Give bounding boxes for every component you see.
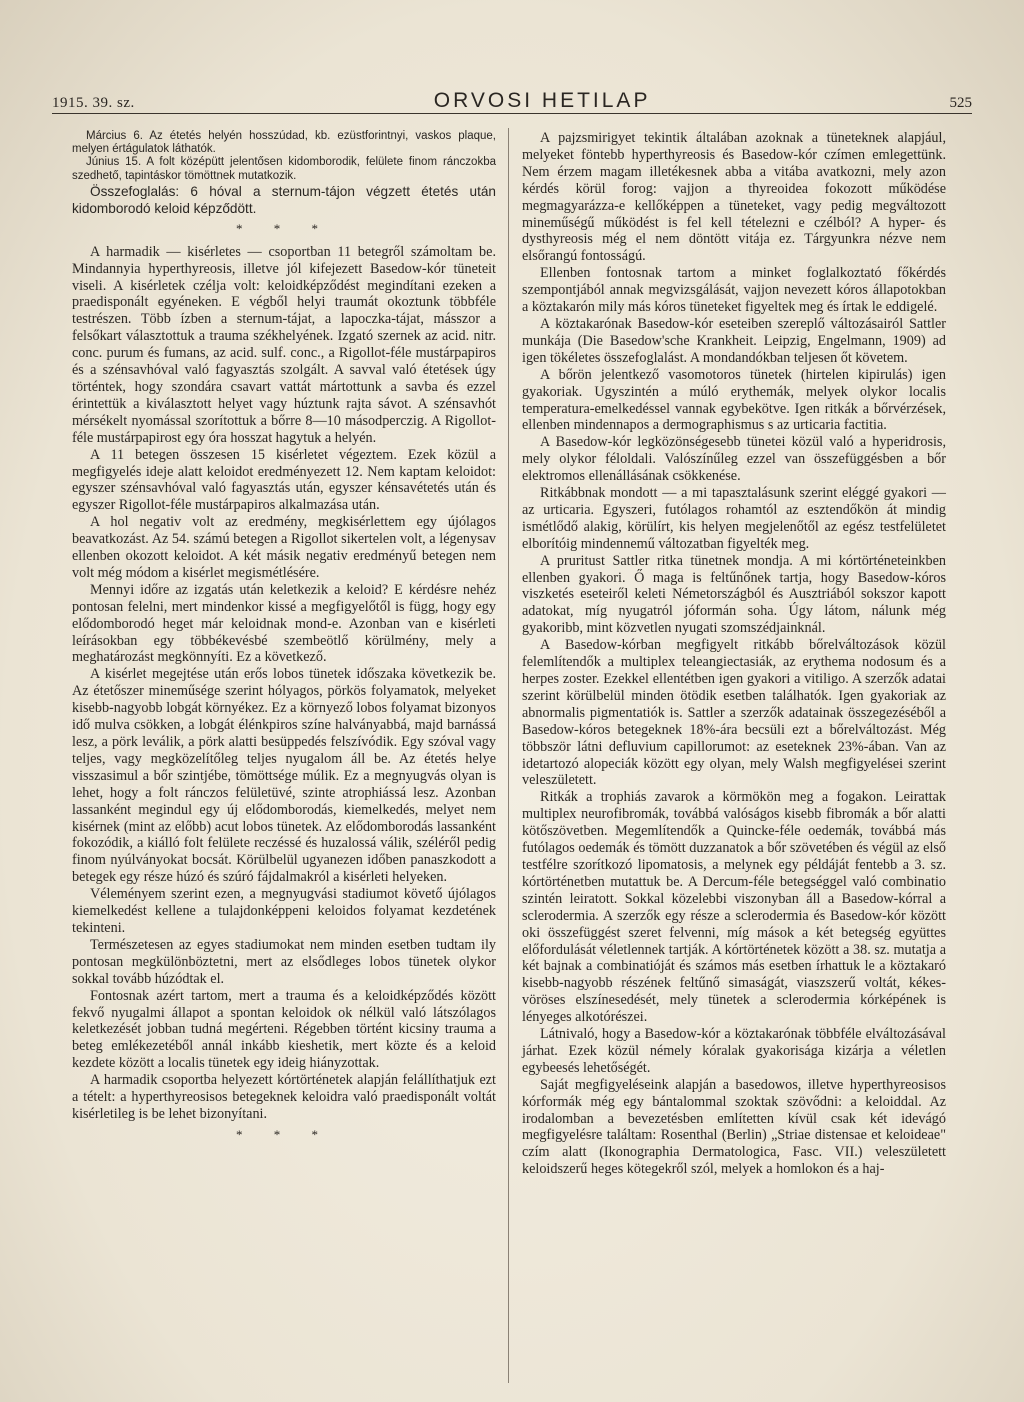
right-paragraph-10: Látnivaló, hogy a Basedow-kór a köztakarónak többféle elváltozásával járhat. Ezek közül némely kóralak gyakorisága kizárja a véletlen egybeesés lehetőségét. [522,1026,946,1076]
left-paragraph-1: A harmadik — kisérletes — csoportban 11 betegről számoltam be. Mindannyia hyperthyreosis, illetve jól kifejezett Basedow-kór tüneteit viseli. A kisérletek czélja volt: keloidképződést megindítani ezeken a praedisponált egyéneken. E végből helyi traumát okoztunk többféle testrészen. Több ízben a sternum-tájat, a lapoczka-tájat, másszor a felsőkart választottuk a trauma székhelyének. Izgató szernek az acid. nitr. conc. purum és fumans, az acid. sulf. conc., a Rigollot-féle mustárpapiros és a szénsavhóval való fagyasztás szolgált. A savval való étetések úgy történtek, hogy szondára csavart vattát mártottunk a savba és ezzel érintettük a kiválasztott helyet vagy húztunk rajta sávot. A szénsavhót mérsékelt nyomással szorítottuk a bőrre 8—10 másodperczig. A Rigollot-féle mustárpapirost egy óra hosszat hagytuk a helyén. [72,243,496,446]
right-paragraph-3: A köztakarónak Basedow-kór eseteiben szereplő változásairól Sattler munkája (Die Basedow'sche Krankheit. Leipzig, Engelmann, 1909) ad igen tökéletes összefoglalást. A mondandókban teljesen őt követem. [522,315,946,366]
left-paragraph-3: A hol negativ volt az eredmény, megkisérlettem egy újólagos beavatkozást. Az 54. számú betegen a Rigollot sikertelen volt, a légenysav ellenben okozott keloidot. A két másik negativ eredményű betegen nem volt még módom a kisérlet megismétlésére. [72,514,496,581]
right-paragraph-5: A Basedow-kór legközönségesebb tünetei közül való a hyperidrosis, mely olykor féloldali. Valószínűleg ezzel van összefüggésben a bőr elektromos ellenállásának csökkenése. [522,434,946,485]
case-note-june: Június 15. A folt középütt jelentősen kidomborodik, felülete finom ránczokba szedhető, tapintáskor tömöttnek mutatkozik. [72,156,496,182]
right-paragraph-9: Ritkák a trophiás zavarok a körmökön meg a fogakon. Leirattak multiplex neurofibromák, továbbá valóságos kisebb fibromák a bőr alatti kötőszövetben. Megemlítendők a Quincke-féle oedemák, továbbá más futólagos oedemák és tömött duzzanatok a bőr szövetében és végül az első testfélre szorítkozó lipomatosis, a melynek egy példáját fentebb a 3. sz. kórtörténetben mutattuk be. A Dercum-féle betegséggel való combinatio szintén leiratott. Sokkal közelebbi viszonyban áll a Basedow-kórral a sclerodermia. A szerzők egy része a sclerodermia és Basedow-kór között oki összefüggést szeret felvenni, míg mások a két betegség együttes előfordulását véletlennek tartják. A kórtörténetek között a 38. sz. mutatja a két bajnak a combinatióját és számos más esetben írhattuk le a köztakaró kisebb-nagyobb részének feltűnő simaságát, viaszszerű voltát, kékes-vöröses elszínesedését, mely tünetek a sclerodermia kórképének is lényeges alkotórészei. [522,789,946,1026]
right-column [522,130,946,1178]
right-paragraph-7: A pruritust Sattler ritka tünetnek mondja. A mi kórtörténeteinkben ellenben gyakori. Ő maga is feltűnőnek tartja, hogy Basedow-kóros viszketés eseteiről keleti Németországból és Ausztriából sokszor kapott adatokat, míg nyugatról jóformán soha. Úgy látom, nálunk még gyakoribb, mint közvetlen nyugati szomszédjainknál. [522,552,946,637]
right-paragraph-2: Ellenben fontosnak tartom a minket foglalkoztató főkérdés szempontjából annak megvizsgálását, vajjon nevezett kóros állapotokban a köztakarón mily más kóros tüneteket figyeltek meg és írtak le eddigelé. [522,265,946,316]
case-summary: Összefoglalás: 6 hóval a sternum-tájon végzett étetés után kidomborodó keloid képződött. [72,183,496,216]
right-paragraph-1: A pajzsmirigyet tekintik általában azoknak a tüneteknek alapjául, melyeket föntebb hyperthyreosis és Basedow-kór czímen emlegettünk. Nem érzem magam illetékesnek abba a vitába avatkozni, mely azon kérdés körül forog: vajjon a thyreoidea fokozott működése megmagyarázza-e kellőképpen a tüneteket, vagy pedig megváltozott mineműségű működést is fel kell tételezni e czélból? A hyper- és dysthyreosis még el nem döntött vitája ez. Tárgyunkra nézve nem elsőrangú fontosságú. [522,130,946,265]
journal-title: ORVOSI HETILAP [433,89,651,112]
left-paragraph-7: Természetesen az egyes stadiumokat nem minden esetben tudtam ily pontosan megkülönböztetni, mert az elsődleges lobos tünetek olykor sokkal tovább húzódtak el. [72,936,496,987]
right-paragraph-11: Saját megfigyeléseink alapján a basedowos, illetve hyperthyreosisos kórformák még egy bántalommal szoktak szövődni: a keloiddal. Az irodalomban a bevezetésben említetten kívül csak két idevágó megfigyelésre találtam: Rosenthal (Berlin) „Striae distensae et keloideae" czím alatt (Ikonographia Dermatologica, Fasc. VII.) veleszületett keloidszerű heges kötegekről szól, melyek a homlokon és a haj- [522,1076,946,1178]
page-header [52,89,972,114]
left-column [72,130,496,1150]
left-paragraph-9: A harmadik csoportba helyezett kórtörténetek alapján felállíthatjuk ezt a tételt: a hyperthyreosisos betegeknek keloidra való praedisponált voltát kisérletileg is be lehet bizonyítani. [72,1072,496,1122]
section-break-end: * * * [236,1126,332,1142]
section-break: * * * [236,220,332,236]
page-number: 525 [949,95,972,111]
issue-number: 1915. 39. sz. [52,95,135,111]
right-paragraph-4: A bőrön jelentkező vasomotoros tünetek (hirtelen kipirulás) igen gyakoriak. Ugyszintén a múló erythemák, melyek olykor localis temperatura-emelkedéssel vannak egybekötve. Igen ritkák a bőrvérzések, ellenben mindennapos a dermographismus s az urticaria factitia. [522,366,946,434]
left-paragraph-5: A kisérlet megejtése után erős lobos tünetek időszaka következik be. Az étetőszer mineműsége szerint hólyagos, pörkös folyamatok, melyeket kisebb-nagyobb lobgát környékez. Ez a környező lobos folyamat bizonyos idő mulva csökken, a lobgát élénkpiros színe halványabbá, majd barnássá lesz, a pörk leválik, a pörk alatti besüppedés felszívódik. Egy szóval vagy teljes, vagy megközelítőleg teljes nyugalom áll be. Az étetés helye visszasimul a bőr szintjébe, tömöttsége múlik. Ez a megnyugvás olyan is lehet, hogy a folt ránczos felületüvé, szinte atrophiássá lesz. Azonban lassanként megindul egy új elődomborodás, kiemelkedés, melyet nem kisérnek (mint az előbb) acut lobos tünetek. Az elődomborodás lassanként fokozódik, a kiálló folt felülete reczéssé és huzalossá válik, széléről pedig finom nyúlványokat bocsát. Körülbelül ugyanezen időben panaszkodott a betegek egy része húzó és szúró fájdalmakról a kisérleti helyeken. [72,666,496,886]
left-paragraph-4: Mennyi időre az izgatás után keletkezik a keloid? E kérdésre nehéz pontosan felelni, mert mindenkor kissé a megfigyelőtől is függ, hogy egy elődomborodó heget már keloidnak mond-e. Azonban van e kisérleti leírásokban egy többékevésbé szembeötlő körülmény, mely a meghatározást megkönnyíti. Ez a következő. [72,581,496,666]
column-divider [508,128,509,1383]
left-paragraph-6: Véleményem szerint ezen, a megnyugvási stadiumot követő újólagos kiemelkedést kellene a tulajdonképpeni keloidos folyamat kezdetének tekinteni. [72,886,496,936]
case-notes [72,130,496,183]
left-paragraph-2: A 11 betegen összesen 15 kisérletet végeztem. Ezek közül a megfigyelés ideje alatt keloidot eredményezett 12. Nem kaptam keloidot: egyszer szénsavhóval való fagyasztás után, egyszer kénsavétetés után és egyszer Rigollot-féle mustárpapiros alkalmazása után. [72,446,496,514]
case-note-march: Március 6. Az étetés helyén hosszúdad, kb. ezüstforintnyi, vaskos plaque, melyen értágulatok láthatók. [72,130,496,156]
right-paragraph-6: Ritkábbnak mondott — a mi tapasztalásunk szerint eléggé gyakori — az urticaria. Egyszeri, futólagos rohamtól az esztendőkön át mindig ismétlődő alakig, körülírt, kis helyen megjelenőtől az egész testfelületet elborítóig mindennemű változatban figyelték meg. [522,485,946,552]
left-paragraph-8: Fontosnak azért tartom, mert a trauma és a keloidképződés között fekvő nyugalmi állapot a spontan keloidok ok nélkül való látszólagos keletkezését jobban tudná megérteni. Régebben történt kicsiny trauma a beteg emlékezetéből annál inkább kieshetik, mert közte és a keloid kezdete között a localis tünetek egy ideig hiányzottak. [72,987,496,1072]
right-paragraph-8: A Basedow-kórban megfigyelt ritkább bőrelváltozások közül felemlítendők a multiplex teleangiectasiák, az erythema nodosum és a herpes zoster. Ezekkel ellentétben igen gyakori a vitiligo. A szerzők adatai szerint körülbelül minden ötödik esetben találhatók. Igen gyakoriak az abnormalis pigmentatiók is. Sattler a szerzők adatainak összegezéséből a Basedow-kóros betegeknek 18%-ára becsüli ezt a bőrelváltozást. Még többször látni defluvium capillorumot: az eseteknek 23%-ában. Van az idetartozó alopeciák között egy olyan, mely Walsh megfigyelései szerint veleszületett. [522,637,946,789]
